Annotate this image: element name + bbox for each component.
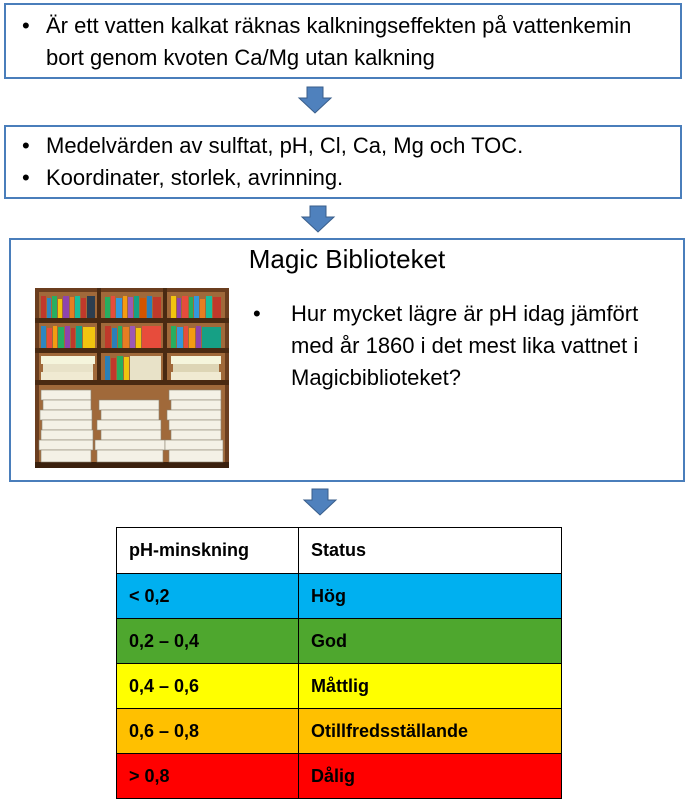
bullet-text: Medelvärden av sulftat, pH, Cl, Ca, Mg och TOC. [46, 133, 524, 158]
bullet-item: • Medelvärden av sulftat, pH, Cl, Ca, Mg och TOC. [22, 133, 524, 158]
info-box-calcification [4, 3, 682, 79]
info-box-averages [4, 125, 682, 199]
status-cell: God [299, 619, 562, 664]
status-cell: Måttlig [299, 664, 562, 709]
down-arrow-icon [302, 488, 338, 516]
table-row [117, 754, 562, 799]
column-header-ph: pH-minskning [117, 528, 299, 574]
table-row [117, 619, 562, 664]
table-row [117, 574, 562, 619]
table-row [117, 709, 562, 754]
bullet-item: • Hur mycket lägre är pH idag jämfört med år 1860 i det mest lika vattnet i Magicbiblioteket? [253, 301, 639, 390]
bullet-text: Koordinater, storlek, avrinning. [46, 165, 344, 190]
down-arrow-icon [297, 86, 333, 114]
range-cell: 0,4 – 0,6 [117, 664, 299, 709]
range-cell: 0,6 – 0,8 [117, 709, 299, 754]
range-cell: < 0,2 [117, 574, 299, 619]
range-cell: 0,2 – 0,4 [117, 619, 299, 664]
range-cell: > 0,8 [117, 754, 299, 799]
status-cell: Dålig [299, 754, 562, 799]
magic-library-box [9, 238, 685, 482]
bullet-item: • Är ett vatten kalkat räknas kalkningseffekten på vattenkemin bort genom kvoten Ca/Mg utan kalkning [22, 13, 632, 70]
bullet-text: Hur mycket lägre är pH idag jämfört med år 1860 i det mest lika vattnet i Magicbiblioteket? [291, 301, 639, 390]
table-header-row [117, 528, 562, 574]
bullet-item: • Koordinater, storlek, avrinning. [22, 165, 344, 190]
status-cell: Otillfredsställande [299, 709, 562, 754]
status-cell: Hög [299, 574, 562, 619]
library-title: Magic Biblioteket [248, 244, 446, 274]
down-arrow-icon [300, 205, 336, 233]
ph-status-table [116, 527, 562, 799]
column-header-status: Status [299, 528, 562, 574]
bookshelf-illustration [35, 288, 229, 468]
table-row [117, 664, 562, 709]
bullet-text: Är ett vatten kalkat räknas kalkningseffekten på vattenkemin bort genom kvoten Ca/Mg utan kalkning [46, 13, 632, 70]
